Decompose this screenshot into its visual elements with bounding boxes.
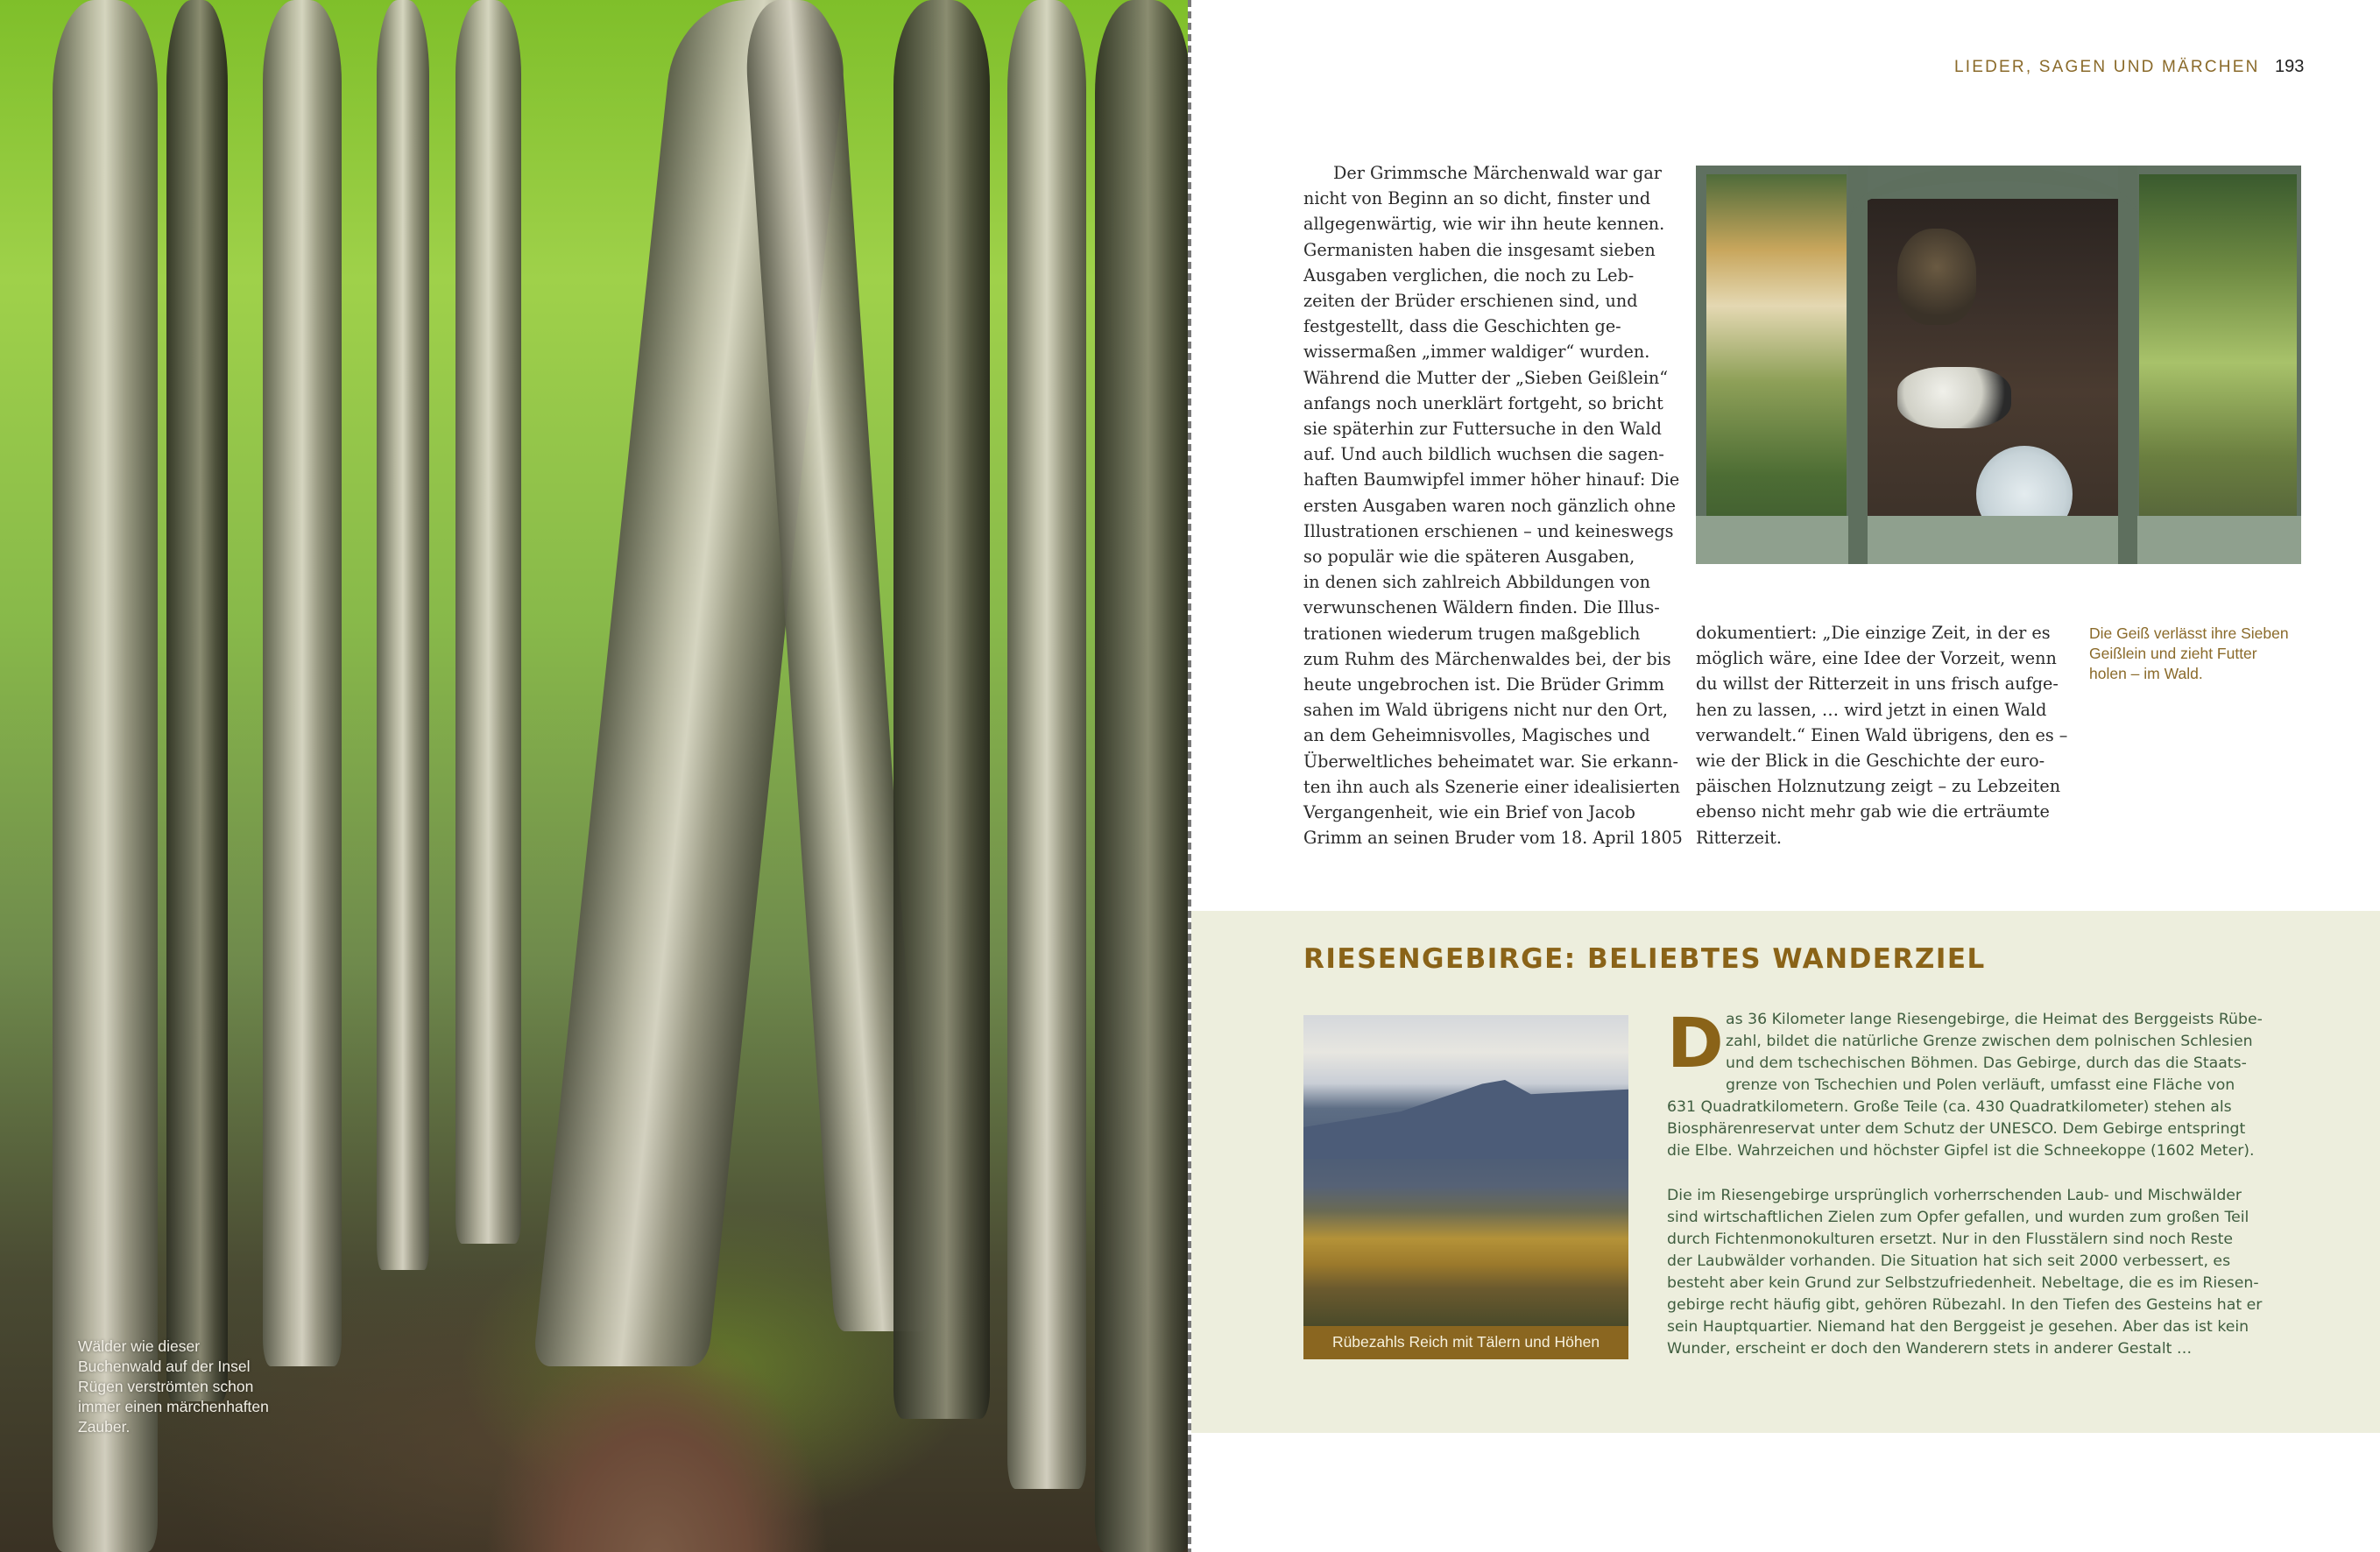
mountain-silhouette bbox=[1303, 1080, 1628, 1159]
text-line: verwunschenen Wäldern finden. Die Illus- bbox=[1303, 597, 1660, 618]
text-line: hen zu lassen, … wird jetzt in einen Wald bbox=[1696, 699, 2047, 720]
text-line: heute ungebrochen ist. Die Brüder Grimm bbox=[1303, 674, 1664, 695]
text-line: ersten Ausgaben waren noch gänzlich ohne bbox=[1303, 495, 1677, 516]
mountain-landscape-photo bbox=[1303, 1015, 1628, 1326]
text-line: Grimm an seinen Bruder vom 18. April 1805 bbox=[1303, 828, 1683, 849]
sidebar-paragraph-2 bbox=[1667, 1185, 2262, 1360]
tree-trunk bbox=[377, 0, 429, 1270]
text-line: Während die Mutter der „Sieben Geißlein“ bbox=[1303, 367, 1669, 388]
text-line: Wunder, erscheint er doch den Wanderern stets in anderer Gestalt … bbox=[1667, 1340, 2193, 1358]
text-line: Germanisten haben die insgesamt sieben bbox=[1303, 239, 1656, 260]
text-line: wissermaßen „immer waldiger“ wurden. bbox=[1303, 342, 1650, 363]
caption-line: Geißlein und zieht Futter bbox=[2089, 645, 2257, 662]
text-line: durch Fichtenmonokulturen ersetzt. Nur in den Flusstälern sind noch Reste bbox=[1667, 1231, 2234, 1248]
text-line: Biosphärenreservat unter dem Schutz der UNESCO. Dem Gebirge entspringt bbox=[1667, 1120, 2246, 1138]
text-line: zahl, bildet die natürliche Grenze zwischen dem polnischen Schlesien bbox=[1726, 1033, 2253, 1050]
tree-trunk bbox=[456, 0, 521, 1244]
caption-line: Die Geiß verlässt ihre Sieben bbox=[2089, 624, 2289, 642]
illustration-arch bbox=[1850, 166, 2139, 218]
page-number: 193 bbox=[2275, 57, 2305, 76]
text-line: sie späterhin zur Futtersuche in den Wald bbox=[1303, 419, 1662, 440]
goat-figure bbox=[1897, 367, 2011, 428]
caption-line: Zauber. bbox=[78, 1418, 131, 1436]
text-line: grenze von Tschechien und Polen verläuft, umfasst eine Fläche von bbox=[1726, 1076, 2235, 1094]
illustration-frame bbox=[1848, 166, 1868, 564]
fairy-tale-illustration bbox=[1696, 166, 2301, 564]
illustration-right-panel bbox=[2139, 174, 2297, 551]
text-line: Der Grimmsche Märchenwald war gar bbox=[1333, 163, 1662, 183]
text-line: dokumentiert: „Die einzige Zeit, in der es bbox=[1696, 623, 2051, 643]
illustration-left-panel bbox=[1706, 174, 1847, 551]
text-line: der Laubwälder vorhanden. Die Situation hat sich seit 2000 verbessert, es bbox=[1667, 1252, 2231, 1270]
text-line: festgestellt, dass die Geschichten ge- bbox=[1303, 316, 1621, 337]
text-line: zeiten der Brüder erschienen sind, und bbox=[1303, 291, 1638, 312]
sidebar-paragraph-1-continued bbox=[1667, 1097, 2255, 1162]
text-line: päischen Holznutzung zeigt – zu Lebzeiten bbox=[1696, 776, 2061, 797]
text-line: und dem tschechischen Böhmen. Das Gebirge, durch das die Staats- bbox=[1726, 1055, 2247, 1072]
text-line: zum Ruhm des Märchenwaldes bei, der bis bbox=[1303, 648, 1671, 669]
caption-line: holen – im Wald. bbox=[2089, 665, 2203, 682]
body-text-column-2 bbox=[1696, 620, 2068, 850]
text-line: trationen wiederum trugen maßgeblich bbox=[1303, 623, 1641, 644]
photo-caption bbox=[78, 1337, 323, 1437]
text-line: möglich wäre, eine Idee der Vorzeit, wenn bbox=[1696, 648, 2057, 669]
text-line: haften Baumwipfel immer höher hinauf: Die bbox=[1303, 469, 1680, 490]
photo-label: Rübezahls Reich mit Tälern und Höhen bbox=[1331, 1333, 1600, 1351]
text-line: sind wirtschaftlichen Zielen zum Opfer gefallen, und wurden zum großen Teil bbox=[1667, 1209, 2249, 1226]
text-line: allgegenwärtig, wie wir ihn heute kennen. bbox=[1303, 214, 1665, 235]
text-line: Die im Riesengebirge ursprünglich vorherrschenden Laub- und Mischwälder bbox=[1667, 1187, 2242, 1204]
text-line: ten ihn auch als Szenerie einer idealisierten bbox=[1303, 776, 1680, 797]
text-line: Ritterzeit. bbox=[1696, 827, 1782, 848]
text-line: die Elbe. Wahrzeichen und höchster Gipfel ist die Schneekoppe (1602 Meter). bbox=[1667, 1142, 2255, 1160]
caption-line: Rügen verströmten schon bbox=[78, 1378, 254, 1395]
text-line: Vergangenheit, wie ein Brief von Jacob bbox=[1303, 802, 1635, 823]
text-line: sahen im Wald übrigens nicht nur den Ort, bbox=[1303, 700, 1668, 721]
text-line: du willst der Ritterzeit in uns frisch aufge- bbox=[1696, 674, 2059, 695]
text-line: nicht von Beginn an so dicht, finster und bbox=[1303, 188, 1651, 209]
drop-cap: D bbox=[1667, 1005, 1724, 1083]
text-line: 631 Quadratkilometern. Große Teile (ca. 430 Quadratkilometer) stehen als bbox=[1667, 1098, 2232, 1116]
caption-line: Wälder wie dieser bbox=[78, 1337, 201, 1355]
tree-trunk bbox=[1007, 0, 1086, 1489]
text-line: sein Hauptquartier. Niemand hat den Berggeist je gesehen. Aber das ist kein bbox=[1667, 1318, 2249, 1336]
body-text-column-1 bbox=[1303, 160, 1683, 850]
text-line: wie der Blick in die Geschichte der euro- bbox=[1696, 751, 2045, 772]
text-line: auf. Und auch bildlich wuchsen die sagen- bbox=[1303, 444, 1664, 465]
text-line: verwandelt.“ Einen Wald übrigens, den es – bbox=[1696, 724, 2068, 745]
illustration-caption bbox=[2089, 624, 2308, 684]
sidebar-paragraph-1 bbox=[1726, 1009, 2263, 1097]
tree-trunk bbox=[166, 0, 228, 1401]
text-line: Ausgaben verglichen, die noch zu Leb- bbox=[1303, 265, 1635, 286]
text-line: Illustrationen erschienen – und keineswegs bbox=[1303, 520, 1674, 541]
text-line: Überweltliches beheimatet war. Sie erkann- bbox=[1303, 751, 1678, 772]
text-line: in denen sich zahlreich Abbildungen von bbox=[1303, 572, 1651, 593]
text-line: so populär wie die späteren Ausgaben, bbox=[1303, 547, 1635, 568]
tree-trunk bbox=[1095, 0, 1190, 1552]
wolf-figure bbox=[1897, 229, 1976, 325]
text-line: as 36 Kilometer lange Riesengebirge, die Heimat des Berggeists Rübe- bbox=[1726, 1011, 2263, 1028]
tree-trunk bbox=[263, 0, 342, 1366]
caption-line: Buchenwald auf der Insel bbox=[78, 1358, 251, 1375]
illustration-frieze bbox=[1696, 516, 2301, 564]
tree-trunk bbox=[53, 0, 158, 1552]
text-line: ebenso nicht mehr gab wie die erträumte bbox=[1696, 801, 2050, 822]
text-line: anfangs noch unerklärt fortgeht, so bricht bbox=[1303, 392, 1663, 413]
caption-line: immer einen märchenhaften bbox=[78, 1398, 269, 1415]
running-head: LIEDER, SAGEN UND MÄRCHEN bbox=[1954, 58, 2260, 76]
tree-trunk bbox=[893, 0, 990, 1419]
sidebar-title: RIESENGEBIRGE: BELIEBTES WANDERZIEL bbox=[1303, 943, 1986, 975]
text-line: gebirge recht häufig gibt, gehören Rübezahl. In den Tiefen des Gesteins hat er bbox=[1667, 1296, 2263, 1314]
illustration-frame bbox=[2118, 166, 2137, 564]
text-line: an dem Geheimnisvolles, Magisches und bbox=[1303, 725, 1650, 746]
text-line: besteht aber kein Grund zur Selbstzufriedenheit. Nebeltage, die es im Riesen- bbox=[1667, 1274, 2259, 1292]
